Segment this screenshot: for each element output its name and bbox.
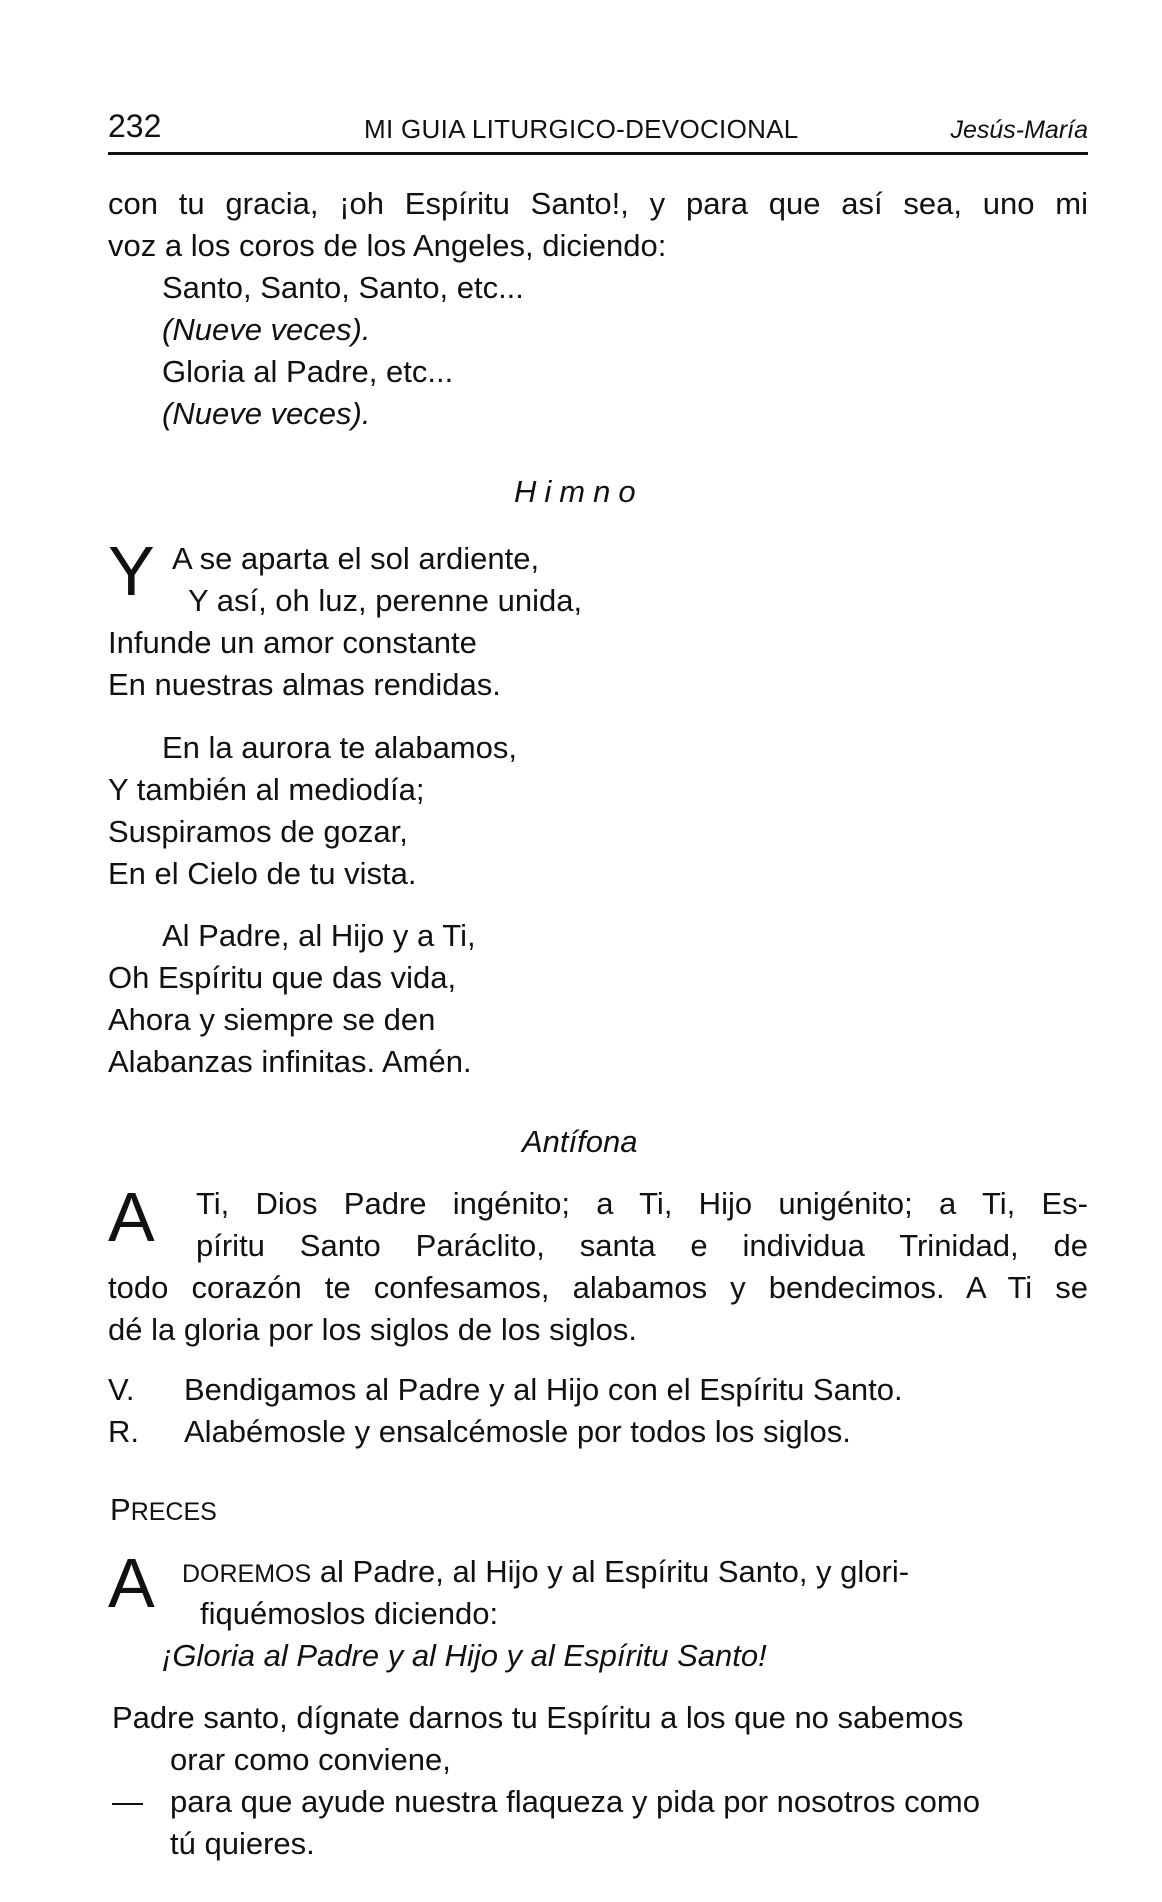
himno-s3-line-2: Oh Espíritu que das vida, [108, 960, 457, 995]
petition-line-4: tú quieres. [170, 1826, 315, 1861]
page-header [108, 106, 1088, 155]
versicle-mark: V. [108, 1372, 135, 1407]
intro-line-1: con tu gracia, ¡oh Espíritu Santo!, y para que así sea, uno mi [108, 186, 1088, 221]
preces-heading-initial: P [110, 1492, 131, 1527]
himno-s3-line-4: Alabanzas infinitas. Amén. [108, 1044, 472, 1079]
running-title: MI GUIA LITURGICO-DEVOCIONAL [364, 114, 799, 144]
antifona-line-3: todo corazón te confesamos, alabamos y bendecimos. A Ti se [108, 1270, 1088, 1305]
petition-dash: — [112, 1784, 143, 1819]
preces-response: ¡Gloria al Padre y al Hijo y al Espíritu Santo! [162, 1638, 767, 1673]
page-number: 232 [108, 108, 162, 144]
antifona-heading: Antífona [522, 1124, 638, 1159]
preces-line-1-text: al Padre, al Hijo y al Espíritu Santo, y glori- [319, 1554, 910, 1589]
antifona-line-1: Ti, Dios Padre ingénito; a Ti, Hijo unigénito; a Ti, Es- [196, 1186, 1088, 1221]
preces-drop-cap: A [108, 1544, 155, 1622]
antifona-line-4: dé la gloria por los siglos de los siglos. [108, 1312, 637, 1347]
nueve-veces-2: (Nueve veces). [162, 396, 371, 431]
himno-s2-line-2: Y también al mediodía; [108, 772, 425, 807]
himno-s3-line-3: Ahora y siempre se den [108, 1002, 436, 1037]
petition-line-1: Padre santo, dígnate darnos tu Espíritu a los que no sabemos [112, 1700, 964, 1735]
himno-drop-cap: Y [108, 532, 155, 610]
preces-line-1-smallcaps: DOREMOS [182, 1560, 312, 1588]
antifona-drop-cap: A [108, 1178, 155, 1256]
header-right-title: Jesús-María [950, 116, 1088, 144]
nueve-veces-1: (Nueve veces). [162, 312, 371, 347]
himno-heading: Himno [514, 474, 644, 509]
himno-s1-line-1 [172, 543, 539, 574]
himno-s2-line-3: Suspiramos de gozar, [108, 814, 408, 849]
intro-line-2: voz a los coros de los Angeles, diciendo: [108, 228, 667, 263]
himno-s2-line-4: En el Cielo de tu vista. [108, 856, 417, 891]
himno-s1-line-3: Infunde un amor constante [108, 625, 477, 660]
petition-line-3: para que ayude nuestra flaqueza y pida por nosotros como [170, 1784, 980, 1819]
response-text: Alabémosle y ensalcémosle por todos los siglos. [184, 1414, 851, 1449]
antifona-line-2: píritu Santo Paráclito, santa e individua Trinidad, de [196, 1228, 1088, 1263]
petition-line-2: orar como conviene, [170, 1742, 451, 1777]
preces-heading [110, 1494, 217, 1525]
himno-s2-line-1: En la aurora te alabamos, [162, 730, 517, 765]
preces-line-2: fiquémoslos diciendo: [200, 1596, 499, 1631]
gloria-line: Gloria al Padre, etc... [162, 354, 454, 389]
versicle-text: Bendigamos al Padre y al Hijo con el Espíritu Santo. [184, 1372, 903, 1407]
himno-s1-line-4: En nuestras almas rendidas. [108, 667, 501, 702]
response-mark: R. [108, 1414, 139, 1449]
himno-s1-line-1-text: A se aparta el sol ardiente, [172, 541, 540, 576]
preces-heading-rest: RECES [130, 1498, 217, 1526]
himno-s3-line-1: Al Padre, al Hijo y a Ti, [162, 918, 476, 953]
santo-line: Santo, Santo, Santo, etc... [162, 270, 524, 305]
preces-line-1 [182, 1556, 909, 1587]
himno-s1-line-2: Y así, oh luz, perenne unida, [188, 583, 583, 618]
